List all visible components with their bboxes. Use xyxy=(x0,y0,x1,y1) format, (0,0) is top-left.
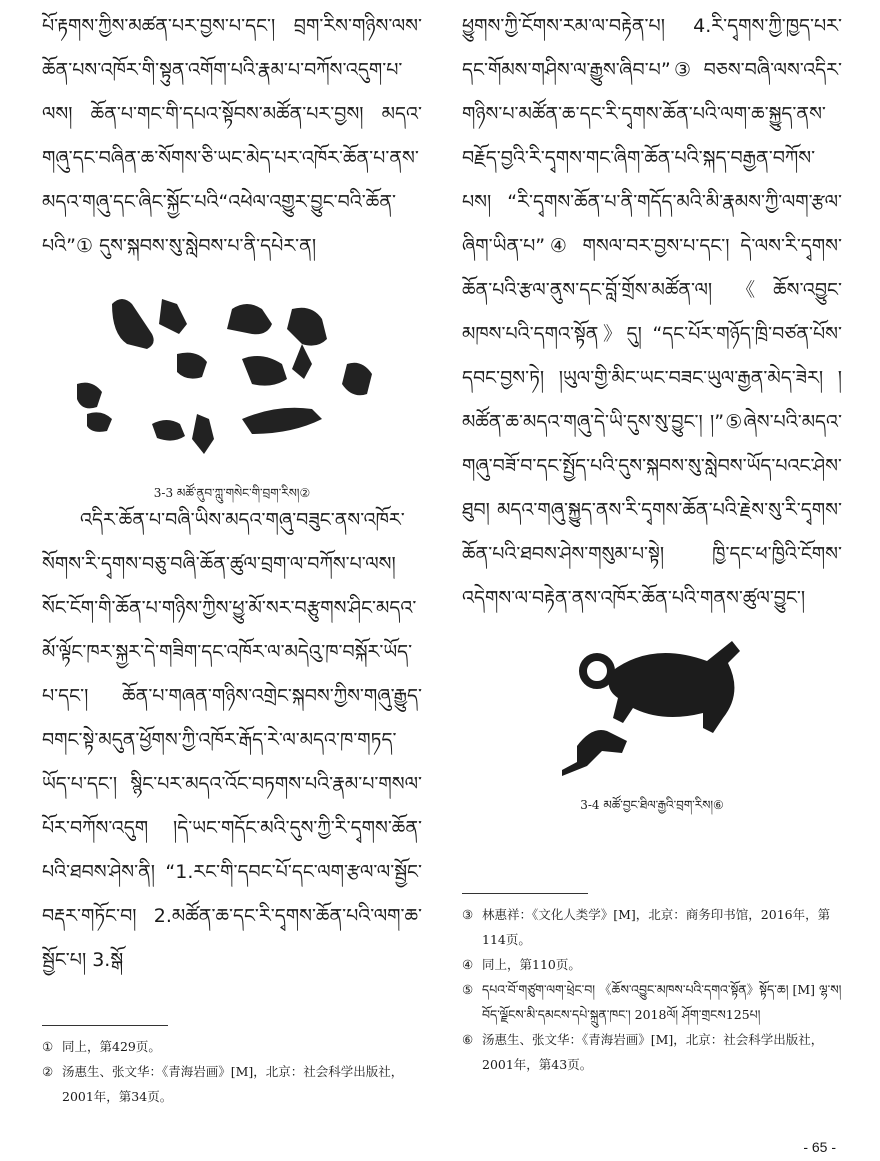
footnote xyxy=(462,1027,842,1077)
rock-art-figure-3-4 xyxy=(542,636,762,812)
footnote-rule-right xyxy=(462,893,588,894)
right-column xyxy=(462,0,842,812)
left-paragraph-1: པོ་རྟགས་ཀྱིས་མཚན་པར་བྱས་པ་དང་། བྲག་རིས་གཉིས་ལས་ཆོན་པས་འཁོར་གི་སྟུན་འགོག་པའི་རྣམ་པ་བཀོས་འདུག་པ་ལས། ཆོན་པ་གང་གི་དཔའ་སྟོབས་མཚོན་པར་བྱས། མདའ་གཞུ་དང་བཞིན་ཆ་སོགས་ཅི་ཡང་མེད་པར་འཁོར་ཆོན་པ་ནས་མདའ་གཞུ་དང་ཞིང་སྐྱོང་པའི“འཕེལ་འགྱུར་བྱུང་བའི་ཆོན་པའི”① དུས་སྐབས་སུ་སླེབས་པ་ནི་དཔེར་ན། xyxy=(42,15,422,257)
footnote-text: 同上，第429页。 xyxy=(62,1039,161,1054)
footnote-mark: ① xyxy=(42,1039,54,1054)
footnote-text: 汤惠生、张文华：《青海岩画》[M]，北京：社会科学出版社，2001年，第34页。 xyxy=(62,1064,404,1104)
figure-3-3-caption: 3-3 མཚོ་ནུབ་ཀླུ་གསེང་གི་བྲག་རིས།② xyxy=(153,486,311,500)
footnotes-right xyxy=(462,902,842,1077)
left-column xyxy=(42,0,422,971)
footnote-text: 同上，第110页。 xyxy=(482,957,581,972)
footnote-rule-left xyxy=(42,1025,168,1026)
footnote xyxy=(42,1034,427,1059)
footnotes-left xyxy=(42,1034,427,1109)
yak-and-dog-illustration xyxy=(542,636,762,786)
footnote-mark: ④ xyxy=(462,957,474,972)
hunting-scene-illustration xyxy=(57,284,407,474)
footnote xyxy=(462,902,842,952)
right-paragraph-1: ཕྱུགས་ཀྱི་ངོགས་རམ་ལ་བརྟེན་པ། 4.རི་དྭགས་ཀྱི་ཁྱད་པར་དང་གོམས་གཤིས་ལ་རྒྱུས་ཞིབ་པ”③ བཅས་བཞི་ལས་འདིར་གཉིས་པ་མཚོན་ཆ་དང་རི་དྭགས་ཆོན་པའི་ལག་ཆ་སྐྱུད་ནས་བརྗོད་བྱའི་རི་དྭགས་གང་ཞིག་ཆོན་པའི་སྐད་བརྒྱན་བཀོས་པས། “རི་དྭགས་ཆོན་པ་ནི་གདོད་མའི་མི་རྣམས་ཀྱི་ལག་རྩལ་ཞིག་ཡིན་པ”④ གསལ་བར་བྱས་པ་དང་། དེ་ལས་རི་དྭགས་ཆོན་པའི་རྩལ་ནུས་དང་བློ་གྲོས་མཚོན་ལ། 《ཆོས་འབྱུང་མཁས་པའི་དགའ་སྟོན》དུ། “དང་པོར་གཉོད་ཁྲི་བཙན་པོས་དབང་བྱས་ཏེ། །ཡུལ་གྱི་མིང་ཡང་བཟང་ཡུལ་རྒྱན་མེད་ཟེར། །མཚོན་ཆ་མདའ་གཞུ་དེ་ཡི་དུས་སུ་བྱུང་། །”⑤ཞེས་པའི་མདའ་གཞུ་བཟོ་བ་དང་སྤྱོད་པའི་དུས་སྐབས་སུ་སླེབས་ཡོད་པའང་ཤེས་ཐུབ། མདའ་གཞུ་སྐྱུད་ནས་རི་དྭགས་ཆོན་པའི་རྗེས་སུ་རི་དྭགས་ཆོན་པའི་ཐབས་ཤེས་གསུམ་པ་སྟེ། ཁྱི་དང་ཕ་ཁྱིའི་ངོགས་འདེགས་ལ་བརྟེན་ནས་འཁོར་ཆོན་པའི་གནས་ཚུལ་བྱུང་། xyxy=(462,15,842,609)
footnote-mark: ⑥ xyxy=(462,1032,474,1047)
footnote-text: དཔའ་བོ་གཙུག་ལག་ཕྲེང་བ། 《ཆོས་འབྱུང་མཁས་པའི་དགའ་སྟོན》སྟོད་ཆ། [M] ལྷ་ས། བོད་ལྗོངས་མི་དམངས་དཔེ་སྐྲུན་ཁང་། 2018ལོ། ཤོག་གྲངས125པ། xyxy=(482,982,842,1022)
footnote xyxy=(42,1059,427,1109)
page-number: - 65 - xyxy=(803,1139,836,1155)
rock-art-figure-3-3 xyxy=(57,284,407,500)
footnote-text: 林惠祥：《文化人类学》[M]，北京：商务印书馆，2016年，第114页。 xyxy=(482,907,831,947)
footnote xyxy=(462,977,842,1027)
footnote xyxy=(462,952,842,977)
footnote-text: 汤惠生、张文华：《青海岩画》[M]，北京：社会科学出版社，2001年，第43页。 xyxy=(482,1032,824,1072)
footnote-mark: ③ xyxy=(462,907,474,922)
footnote-mark: ⑤ xyxy=(462,982,474,997)
left-paragraph-2: འདིར་ཆོན་པ་བཞི་ཡིས་མདའ་གཞུ་བཟུང་ནས་འཁོར་སོགས་རི་དྭགས་བཅུ་བཞི་ཆོན་ཚུལ་བྲག་ལ་བཀོས་པ་ལས། སོང་ངོག་གི་ཆོན་པ་གཉིས་ཀྱིས་ཕྱུ་མོ་སར་བརྩུགས་ཤིང་མདའ་མོ་ལྟོང་ཁར་སྐྱར་དེ་གཟིག་དང་འཁོར་ལ་མདེའུ་ཁ་བསྐོར་ཡོད་པ་དང་། ཆོན་པ་གཞན་གཉིས་འགྲེང་སྐབས་ཀྱིས་གཞུ་རྒྱུད་བགང་སྟེ་མདུན་ཕྱོགས་ཀྱི་འཁོར་རྒོད་རེ་ལ་མདའ་ཁ་གཏད་ཡོད་པ་དང་། སྙིང་པར་མདའ་འོང་བཏགས་པའི་རྣམ་པ་གསལ་པོར་བཀོས་འདུག །དེ་ཡང་གདོང་མའི་དུས་ཀྱི་རི་དྭགས་ཆོན་པའི་ཐབས་ཤེས་ནི། “1.རང་གི་དབང་པོ་དང་ལག་རྩལ་ལ་སྦྱོང་བརྡར་གཏོང་བ། 2.མཚོན་ཆ་དང་རི་དྭགས་ཆོན་པའི་ལག་ཆ་སྦྱོང་པ། 3.སྒོ xyxy=(42,509,422,971)
figure-3-4-caption: 3-4 མཚོ་བྱང་ཐིལ་རྒྱའི་བྲག་རིས།⑥ xyxy=(580,798,724,812)
footnote-mark: ② xyxy=(42,1064,54,1079)
